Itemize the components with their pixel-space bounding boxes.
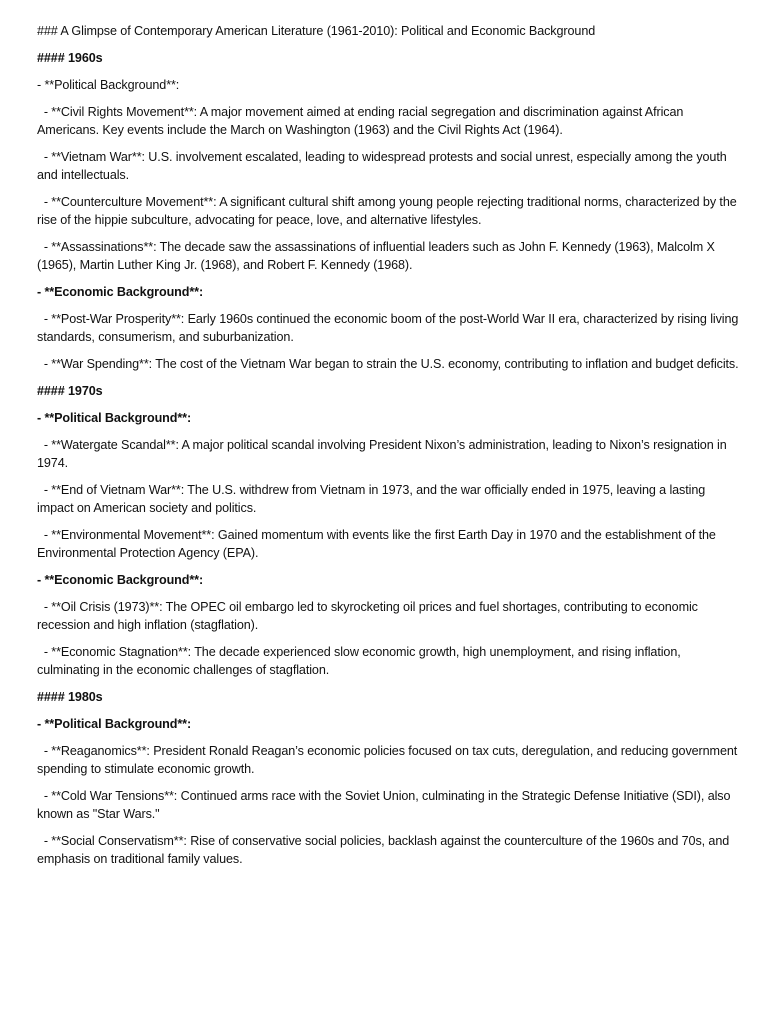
list-item: - **Civil Rights Movement**: A major movement aimed at ending racial segregation and discrimination against African Americans. Key events include the March on Washington (1963) and the Civil Rights Act (1964). (37, 105, 687, 137)
list-item: - **Counterculture Movement**: A significant cultural shift among young people rejecting traditional norms, characterized by the rise of the hippie subculture, advocating for peace, love, and alternative lifestyles. (37, 195, 741, 227)
list-item: - **Social Conservatism**: Rise of conservative social policies, backlash against the counterculture of the 1960s and 70s, and emphasis on traditional family values. (37, 834, 733, 866)
list-item: - **Oil Crisis (1973)**: The OPEC oil embargo led to skyrocketing oil prices and fuel shortages, contributing to economic recession and high inflation (stagflation). (37, 600, 702, 632)
subheading-political-1960s: - **Political Background**: (37, 78, 180, 92)
list-item: - **Environmental Movement**: Gained momentum with events like the first Earth Day in 1970 and the establishment of the Environmental Protection Agency (EPA). (37, 528, 720, 560)
list-item: - **War Spending**: The cost of the Vietnam War began to strain the U.S. economy, contributing to inflation and budget deficits. (37, 357, 739, 371)
section-heading-1970s: #### 1970s (37, 384, 103, 398)
subheading-political-1970s: - **Political Background**: (37, 411, 192, 425)
list-item: - **Reaganomics**: President Ronald Reagan’s economic policies focused on tax cuts, deregulation, and reducing government spending to stimulate economic growth. (37, 744, 741, 776)
subheading-economic-1960s: - **Economic Background**: (37, 285, 204, 299)
list-item: - **Vietnam War**: U.S. involvement escalated, leading to widespread protests and social unrest, especially among the youth and intellectuals. (37, 150, 731, 182)
document-body (37, 22, 743, 877)
list-item: - **Economic Stagnation**: The decade experienced slow economic growth, high unemployment, and rising inflation, culminating in the economic challenges of stagflation. (37, 645, 685, 677)
list-item: - **Watergate Scandal**: A major political scandal involving President Nixon’s administration, leading to Nixon’s resignation in 1974. (37, 438, 731, 470)
list-item: - **Assassinations**: The decade saw the assassinations of influential leaders such as John F. Kennedy (1963), Malcolm X (1965), Martin Luther King Jr. (1968), and Robert F. Kennedy (1968). (37, 240, 719, 272)
subheading-economic-1970s: - **Economic Background**: (37, 573, 204, 587)
list-item: - **End of Vietnam War**: The U.S. withdrew from Vietnam in 1973, and the war officially ended in 1975, leaving a lasting impact on American society and politics. (37, 483, 709, 515)
list-item: - **Cold War Tensions**: Continued arms race with the Soviet Union, culminating in the Strategic Defense Initiative (SDI), also known as "Star Wars." (37, 789, 734, 821)
list-item: - **Post-War Prosperity**: Early 1960s continued the economic boom of the post-World War II era, characterized by rising living standards, consumerism, and suburbanization. (37, 312, 742, 344)
section-heading-1980s: #### 1980s (37, 690, 103, 704)
section-heading-1960s: #### 1960s (37, 51, 103, 65)
subheading-political-1980s: - **Political Background**: (37, 717, 192, 731)
document-title: ### A Glimpse of Contemporary American Literature (1961-2010): Political and Economic Background (37, 24, 596, 38)
